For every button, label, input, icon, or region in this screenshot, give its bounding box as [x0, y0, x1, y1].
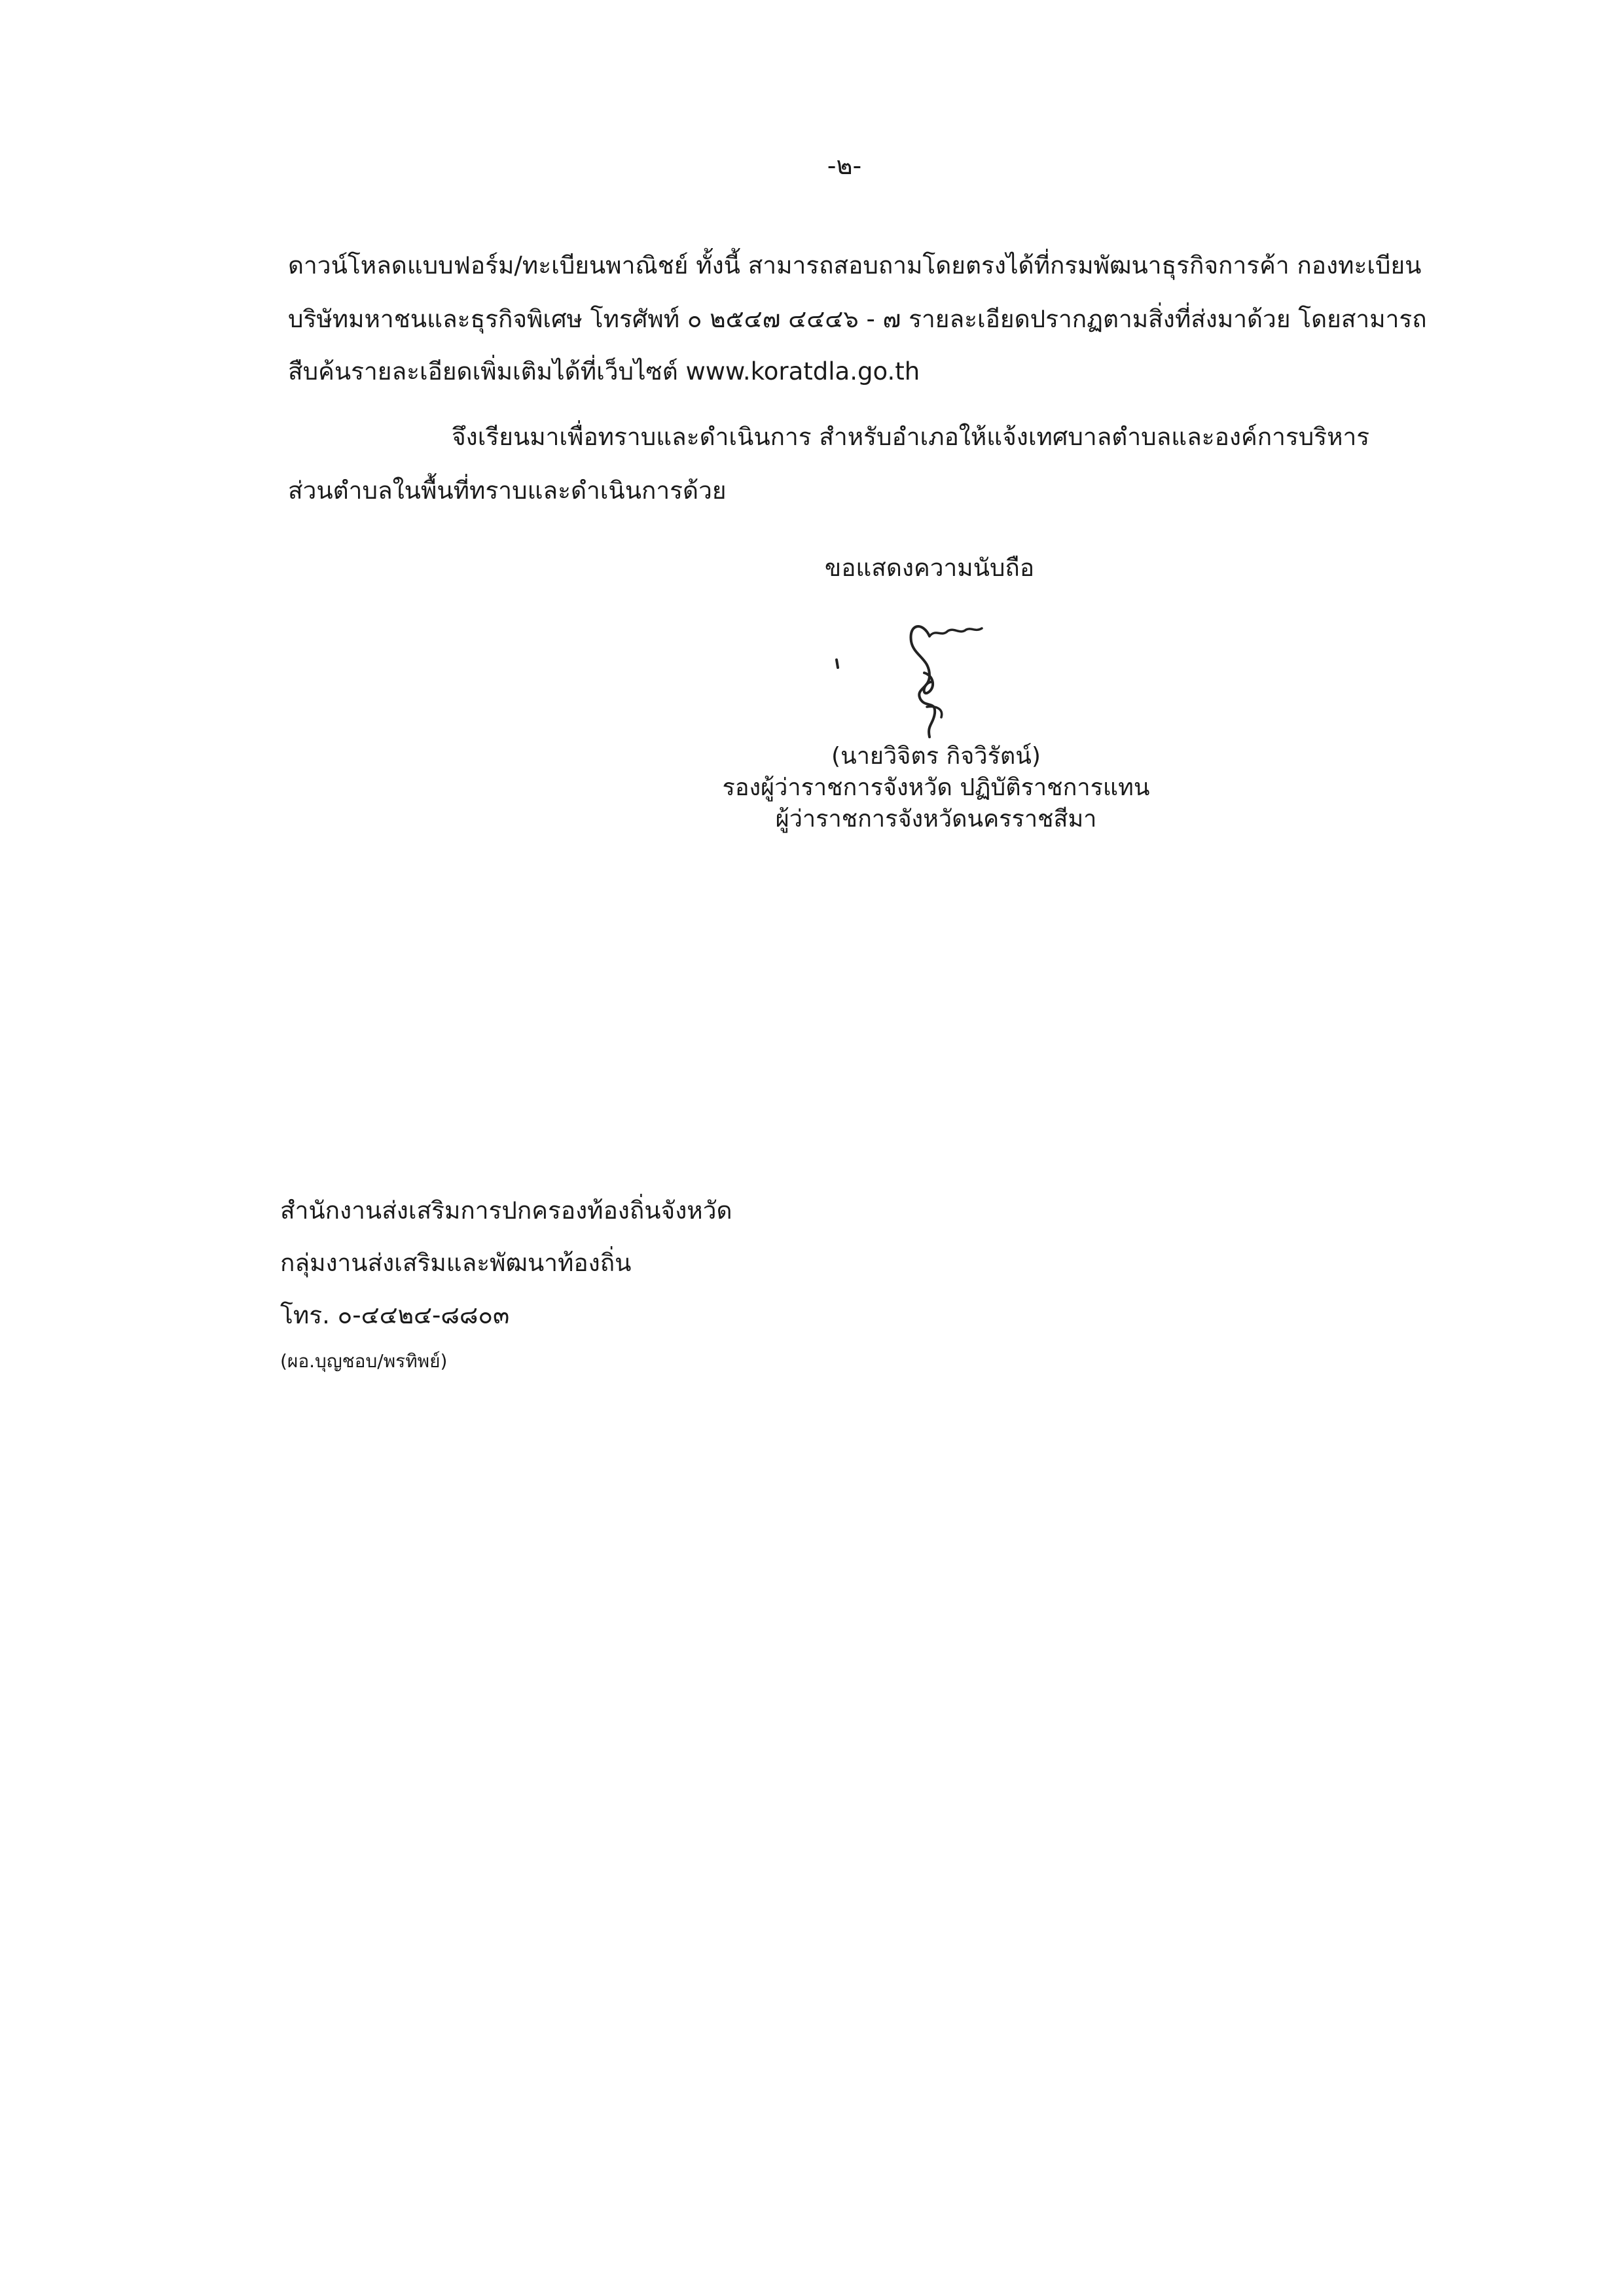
signer-block [641, 741, 1231, 835]
paragraph-2-line-1: จึงเรียนมาเพื่อทราบและดำเนินการ สำหรับอำเภอให้แจ้งเทศบาลตำบลและองค์การบริหาร [452, 423, 1370, 451]
signer-position-2: ผู้ว่าราชการจังหวัดนครราชสีมา [775, 806, 1097, 833]
signer-name: (นายวิจิตร กิจวิรัตน์) [831, 743, 1041, 770]
office-block [280, 1185, 1066, 1381]
office-phone: โทร. ๐-๔๔๒๔-๘๘๐๓ [280, 1301, 510, 1329]
closing-salutation: ขอแสดงความนับถือ [824, 554, 1035, 582]
handwritten-signature [831, 615, 1001, 746]
paragraph-1-line-2: บริษัทมหาชนและธุรกิจพิเศษ โทรศัพท์ ๐ ๒๕๔๗ ๔๔๔๖ - ๗ รายละเอียดปรากฏตามสิ่งที่ส่งมาด้วย โดยสามารถ [288, 305, 1427, 333]
paragraph-2-line-2: ส่วนตำบลในพื้นที่ทราบและดำเนินการด้วย [288, 476, 727, 505]
paragraph-1-line-3: สืบค้นรายละเอียดเพิ่มเติมได้ที่เว็บไซต์ www.koratdla.go.th [288, 357, 920, 386]
signer-position-1: รองผู้ว่าราชการจังหวัด ปฏิบัติราชการแทน [722, 774, 1150, 801]
paragraph-1-line-1: ดาวน์โหลดแบบฟอร์ม/ทะเบียนพาณิชย์ ทั้งนี้ สามารถสอบถามโดยตรงได้ที่กรมพัฒนาธุรกิจการค้า กองทะเบียน [288, 251, 1422, 279]
office-name: สำนักงานส่งเสริมการปกครองท้องถิ่นจังหวัด [280, 1196, 732, 1225]
office-group: กลุ่มงานส่งเสริมและพัฒนาท้องถิ่น [280, 1249, 632, 1277]
office-reference: (ผอ.บุญชอบ/พรทิพย์) [280, 1350, 448, 1372]
page-number: -๒- [827, 151, 862, 180]
